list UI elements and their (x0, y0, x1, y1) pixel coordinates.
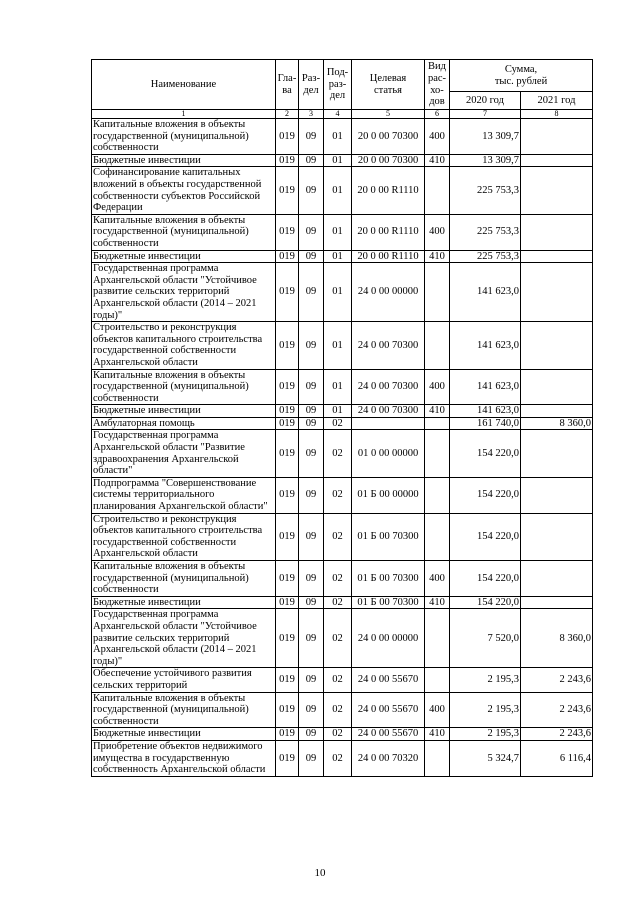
row-expense-type (425, 668, 450, 692)
table-row (92, 369, 593, 405)
row-expense-type: 400 (425, 214, 450, 250)
row-name: Амбулаторная помощь (92, 417, 276, 430)
row-expense-type: 410 (425, 405, 450, 418)
row-sum-2020: 2 195,3 (450, 728, 521, 741)
row-expense-type: 410 (425, 250, 450, 263)
row-expense-type (425, 263, 450, 322)
row-expense-type (425, 740, 450, 776)
row-name: Бюджетные инвестиции (92, 596, 276, 609)
row-section: 09 (299, 692, 324, 728)
row-subsection: 02 (324, 596, 352, 609)
row-sum-2021 (521, 596, 593, 609)
row-expense-type (425, 167, 450, 214)
row-section: 09 (299, 668, 324, 692)
row-name: Подпрограмма "Совершенствование системы территориального планирования Архангельской области" (92, 477, 276, 513)
row-name: Бюджетные инвестиции (92, 250, 276, 263)
row-section: 09 (299, 417, 324, 430)
row-expense-type (425, 430, 450, 477)
row-target: 24 0 00 00000 (352, 609, 425, 668)
row-target: 24 0 00 70300 (352, 369, 425, 405)
row-name: Бюджетные инвестиции (92, 405, 276, 418)
row-subsection: 02 (324, 609, 352, 668)
row-sum-2020: 154 220,0 (450, 477, 521, 513)
row-section: 09 (299, 322, 324, 369)
row-name: Бюджетные инвестиции (92, 154, 276, 167)
table-row (92, 322, 593, 369)
header-name: Наименование (92, 60, 276, 110)
row-chapter: 019 (276, 369, 299, 405)
row-sum-2021 (521, 405, 593, 418)
header-chapter: Гла- ва (276, 60, 299, 110)
row-expense-type (425, 417, 450, 430)
row-sum-2021: 2 243,6 (521, 668, 593, 692)
row-section: 09 (299, 430, 324, 477)
row-sum-2021 (521, 263, 593, 322)
table-row (92, 513, 593, 560)
row-sum-2020: 225 753,3 (450, 167, 521, 214)
row-chapter: 019 (276, 322, 299, 369)
row-name: Строительство и реконструкция объектов капитального строительства государственной собственности Архангельской области (92, 322, 276, 369)
table-row (92, 167, 593, 214)
row-section: 09 (299, 513, 324, 560)
column-number: 6 (425, 110, 450, 119)
row-target: 01 Б 00 70300 (352, 561, 425, 597)
table-row (92, 417, 593, 430)
row-sum-2021 (521, 369, 593, 405)
row-chapter: 019 (276, 154, 299, 167)
row-chapter: 019 (276, 430, 299, 477)
column-number: 3 (299, 110, 324, 119)
header-year-2020: 2020 год (450, 92, 521, 110)
row-sum-2021: 2 243,6 (521, 692, 593, 728)
table-row (92, 119, 593, 155)
row-sum-2021 (521, 430, 593, 477)
row-chapter: 019 (276, 417, 299, 430)
header-subsection: Под- раз- дел (324, 60, 352, 110)
row-name: Государственная программа Архангельской области "Устойчивое развитие сельских территорий Архангельской области (2014 – 2021 годы)" (92, 263, 276, 322)
table-row (92, 405, 593, 418)
row-sum-2021 (521, 214, 593, 250)
table-row (92, 263, 593, 322)
row-sum-2020: 141 623,0 (450, 263, 521, 322)
table-row (92, 477, 593, 513)
row-sum-2020: 7 520,0 (450, 609, 521, 668)
row-chapter: 019 (276, 728, 299, 741)
row-section: 09 (299, 740, 324, 776)
row-chapter: 019 (276, 668, 299, 692)
row-sum-2020: 154 220,0 (450, 430, 521, 477)
row-sum-2020: 154 220,0 (450, 561, 521, 597)
table-row (92, 692, 593, 728)
column-number-row (92, 110, 593, 119)
row-section: 09 (299, 561, 324, 597)
row-sum-2020: 141 623,0 (450, 369, 521, 405)
row-target: 01 0 00 00000 (352, 430, 425, 477)
row-chapter: 019 (276, 692, 299, 728)
row-section: 09 (299, 596, 324, 609)
row-sum-2021: 6 116,4 (521, 740, 593, 776)
row-target: 20 0 00 R1110 (352, 214, 425, 250)
header-year-2021: 2021 год (521, 92, 593, 110)
row-name: Приобретение объектов недвижимого имущества в государственную собственность Архангельской области (92, 740, 276, 776)
row-section: 09 (299, 477, 324, 513)
row-expense-type: 410 (425, 728, 450, 741)
row-sum-2021 (521, 477, 593, 513)
row-target: 20 0 00 R1110 (352, 167, 425, 214)
row-sum-2021 (521, 322, 593, 369)
row-target: 20 0 00 70300 (352, 119, 425, 155)
row-sum-2020: 225 753,3 (450, 214, 521, 250)
row-chapter: 019 (276, 214, 299, 250)
row-name: Капитальные вложения в объекты государственной (муниципальной) собственности (92, 119, 276, 155)
row-subsection: 02 (324, 477, 352, 513)
row-sum-2021 (521, 561, 593, 597)
row-name: Капитальные вложения в объекты государственной (муниципальной) собственности (92, 561, 276, 597)
row-target: 24 0 00 55670 (352, 668, 425, 692)
row-target: 20 0 00 R1110 (352, 250, 425, 263)
row-subsection: 02 (324, 728, 352, 741)
row-subsection: 01 (324, 154, 352, 167)
row-subsection: 01 (324, 167, 352, 214)
row-name: Бюджетные инвестиции (92, 728, 276, 741)
row-section: 09 (299, 167, 324, 214)
row-name: Обеспечение устойчивого развития сельских территорий (92, 668, 276, 692)
budget-table (91, 59, 593, 777)
row-subsection: 02 (324, 668, 352, 692)
row-sum-2020: 2 195,3 (450, 692, 521, 728)
row-subsection: 02 (324, 430, 352, 477)
row-target: 01 Б 00 70300 (352, 513, 425, 560)
row-section: 09 (299, 250, 324, 263)
row-name: Капитальные вложения в объекты государственной (муниципальной) собственности (92, 214, 276, 250)
row-expense-type (425, 322, 450, 369)
row-target: 01 Б 00 70300 (352, 596, 425, 609)
column-number: 4 (324, 110, 352, 119)
row-chapter: 019 (276, 167, 299, 214)
row-expense-type: 400 (425, 561, 450, 597)
header-section: Раз- дел (299, 60, 324, 110)
table-row (92, 561, 593, 597)
row-sum-2020: 141 623,0 (450, 322, 521, 369)
row-sum-2021 (521, 250, 593, 263)
column-number: 7 (450, 110, 521, 119)
row-expense-type: 400 (425, 692, 450, 728)
row-target: 24 0 00 70300 (352, 405, 425, 418)
row-subsection: 01 (324, 322, 352, 369)
row-chapter: 019 (276, 740, 299, 776)
table-row (92, 596, 593, 609)
row-section: 09 (299, 154, 324, 167)
row-sum-2020: 154 220,0 (450, 513, 521, 560)
table-row (92, 430, 593, 477)
row-subsection: 01 (324, 405, 352, 418)
row-name: Государственная программа Архангельской области "Устойчивое развитие сельских территорий Архангельской области (2014 – 2021 годы)" (92, 609, 276, 668)
row-subsection: 02 (324, 417, 352, 430)
row-subsection: 01 (324, 263, 352, 322)
table-row (92, 668, 593, 692)
row-subsection: 01 (324, 119, 352, 155)
row-subsection: 02 (324, 692, 352, 728)
row-expense-type: 400 (425, 119, 450, 155)
row-name: Капитальные вложения в объекты государственной (муниципальной) собственности (92, 369, 276, 405)
row-target: 24 0 00 00000 (352, 263, 425, 322)
row-target (352, 417, 425, 430)
table-row (92, 728, 593, 741)
column-number: 2 (276, 110, 299, 119)
row-section: 09 (299, 609, 324, 668)
table-row (92, 609, 593, 668)
row-sum-2021 (521, 119, 593, 155)
row-expense-type: 410 (425, 154, 450, 167)
row-sum-2020: 2 195,3 (450, 668, 521, 692)
row-target: 24 0 00 55670 (352, 728, 425, 741)
column-number: 8 (521, 110, 593, 119)
row-chapter: 019 (276, 405, 299, 418)
row-sum-2021: 8 360,0 (521, 417, 593, 430)
row-chapter: 019 (276, 513, 299, 560)
row-expense-type: 410 (425, 596, 450, 609)
row-sum-2020: 161 740,0 (450, 417, 521, 430)
row-name: Софинансирование капитальных вложений в объекты государственной собственности субъектов Российской Федерации (92, 167, 276, 214)
row-chapter: 019 (276, 609, 299, 668)
row-name: Капитальные вложения в объекты государственной (муниципальной) собственности (92, 692, 276, 728)
table-row (92, 740, 593, 776)
row-chapter: 019 (276, 596, 299, 609)
row-sum-2020: 13 309,7 (450, 154, 521, 167)
row-sum-2020: 141 623,0 (450, 405, 521, 418)
row-sum-2020: 13 309,7 (450, 119, 521, 155)
row-expense-type (425, 477, 450, 513)
row-section: 09 (299, 405, 324, 418)
row-target: 24 0 00 70300 (352, 322, 425, 369)
column-number: 1 (92, 110, 276, 119)
row-section: 09 (299, 119, 324, 155)
table-body (92, 119, 593, 777)
row-chapter: 019 (276, 263, 299, 322)
table-row (92, 250, 593, 263)
page-number: 10 (314, 867, 326, 879)
header-target: Целевая статья (352, 60, 425, 110)
header-sum: Сумма, тыс. рублей (450, 60, 593, 92)
row-target: 01 Б 00 00000 (352, 477, 425, 513)
row-section: 09 (299, 369, 324, 405)
row-section: 09 (299, 214, 324, 250)
row-chapter: 019 (276, 477, 299, 513)
row-chapter: 019 (276, 119, 299, 155)
row-section: 09 (299, 263, 324, 322)
row-subsection: 02 (324, 513, 352, 560)
row-subsection: 01 (324, 369, 352, 405)
row-chapter: 019 (276, 561, 299, 597)
row-subsection: 02 (324, 740, 352, 776)
table-row (92, 154, 593, 167)
header-expense-type: Вид рас- хо- дов (425, 60, 450, 110)
row-sum-2021 (521, 154, 593, 167)
row-expense-type (425, 513, 450, 560)
row-name: Государственная программа Архангельской области "Развитие здравоохранения Архангельской области" (92, 430, 276, 477)
row-name: Строительство и реконструкция объектов капитального строительства государственной собственности Архангельской области (92, 513, 276, 560)
row-sum-2021: 2 243,6 (521, 728, 593, 741)
column-number: 5 (352, 110, 425, 119)
row-sum-2020: 154 220,0 (450, 596, 521, 609)
row-sum-2020: 225 753,3 (450, 250, 521, 263)
row-sum-2021 (521, 167, 593, 214)
row-target: 24 0 00 55670 (352, 692, 425, 728)
row-expense-type: 400 (425, 369, 450, 405)
row-sum-2021 (521, 513, 593, 560)
row-subsection: 01 (324, 214, 352, 250)
row-target: 20 0 00 70300 (352, 154, 425, 167)
row-chapter: 019 (276, 250, 299, 263)
table-row (92, 214, 593, 250)
row-subsection: 02 (324, 561, 352, 597)
row-expense-type (425, 609, 450, 668)
row-sum-2021: 8 360,0 (521, 609, 593, 668)
row-subsection: 01 (324, 250, 352, 263)
row-target: 24 0 00 70320 (352, 740, 425, 776)
row-sum-2020: 5 324,7 (450, 740, 521, 776)
row-section: 09 (299, 728, 324, 741)
